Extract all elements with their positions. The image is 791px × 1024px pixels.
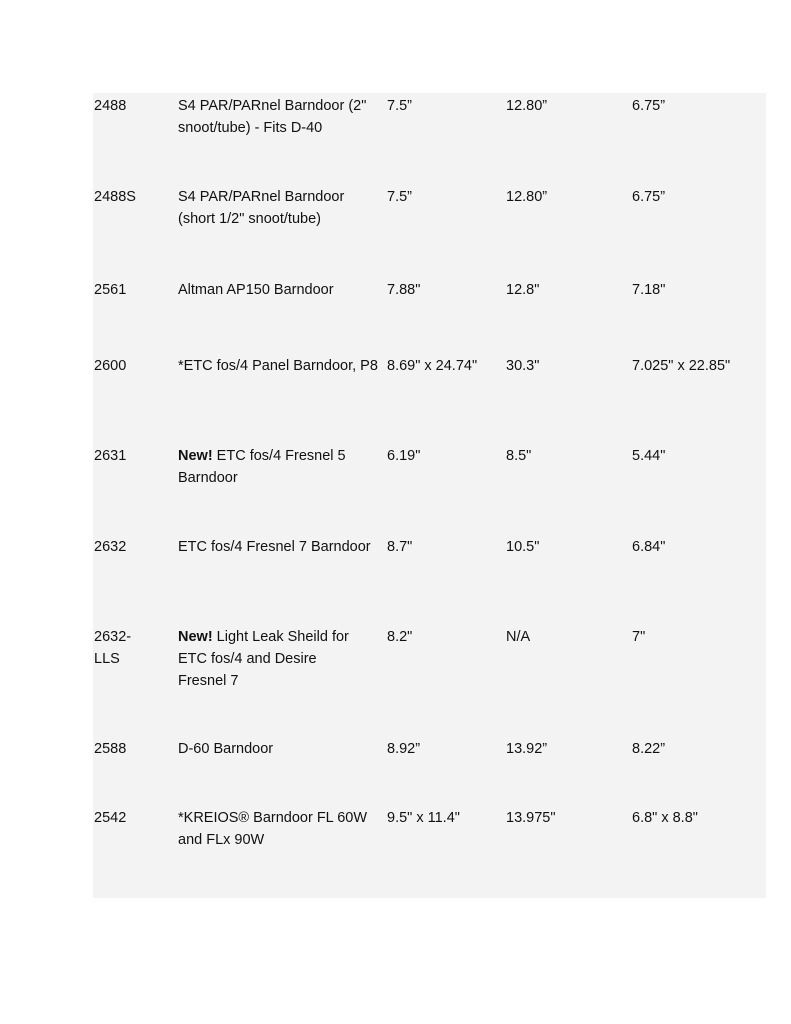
part-number: 2488: [94, 98, 127, 114]
part-number: 2561: [94, 282, 127, 298]
dimension-value: 7": [632, 629, 646, 645]
product-description: [178, 807, 378, 851]
product-description: [178, 355, 378, 377]
dimension-value: 7.025" x 22.85": [632, 358, 731, 374]
dimension-value: 9.5" x 11.4": [387, 810, 460, 826]
dimension-value: 8.22”: [632, 741, 666, 757]
dimension-value: 7.5”: [387, 189, 412, 205]
product-description: [178, 626, 353, 692]
dimension-value: 8.7": [387, 539, 413, 555]
part-number: 2488S: [94, 189, 136, 205]
dimension-value: 10.5": [506, 539, 540, 555]
dimension-value: 7.5”: [387, 98, 412, 114]
description-text: D-60 Barndoor: [178, 741, 274, 757]
dimension-value: 6.75”: [632, 189, 666, 205]
product-description: [178, 445, 378, 489]
new-badge: New!: [178, 629, 213, 645]
part-number: 2632-LLS: [94, 629, 132, 667]
part-number: 2542: [94, 810, 127, 826]
dimension-value: 13.975": [506, 810, 556, 826]
dimension-value: 12.80”: [506, 98, 548, 114]
dimension-value: 6.19": [387, 448, 421, 464]
dimension-value: 8.92”: [387, 741, 421, 757]
dimension-value: 5.44": [632, 448, 666, 464]
dimension-value: 12.8": [506, 282, 540, 298]
dimension-value: 8.69" x 24.74": [387, 358, 478, 374]
barndoor-spec-table: [93, 93, 766, 898]
dimension-value: 7.18": [632, 282, 666, 298]
description-text: S4 PAR/PARnel Barndoor (short 1/2" snoot/tube): [178, 189, 345, 227]
product-description: [178, 536, 378, 558]
dimension-value: 8.2": [387, 629, 413, 645]
dimension-value: 12.80”: [506, 189, 548, 205]
dimension-value: 7.88": [387, 282, 421, 298]
description-text: Altman AP150 Barndoor: [178, 282, 334, 298]
description-text: S4 PAR/PARnel Barndoor (2" snoot/tube) - Fits D-40: [178, 98, 367, 136]
part-number: 2631: [94, 448, 127, 464]
dimension-value: 13.92”: [506, 741, 548, 757]
description-text: *KREIOS® Barndoor FL 60W and FLx 90W: [178, 810, 368, 848]
description-text: *ETC fos/4 Panel Barndoor, P8: [178, 358, 378, 374]
description-text: Light Leak Sheild for ETC fos/4 and Desire Fresnel 7: [178, 629, 349, 689]
part-number: 2588: [94, 741, 127, 757]
dimension-value: 6.75”: [632, 98, 666, 114]
dimension-value: 6.8" x 8.8": [632, 810, 698, 826]
dimension-value: 8.5": [506, 448, 532, 464]
product-description: [178, 738, 378, 760]
dimension-value: 6.84": [632, 539, 666, 555]
new-badge: New!: [178, 448, 213, 464]
dimension-value: 30.3": [506, 358, 540, 374]
product-description: [178, 279, 378, 301]
part-number: 2600: [94, 358, 127, 374]
description-text: ETC fos/4 Fresnel 5 Barndoor: [178, 448, 346, 486]
product-description: [178, 186, 378, 230]
part-number: 2632: [94, 539, 127, 555]
dimension-value: N/A: [506, 629, 531, 645]
product-description: [178, 95, 378, 139]
description-text: ETC fos/4 Fresnel 7 Barndoor: [178, 539, 371, 555]
